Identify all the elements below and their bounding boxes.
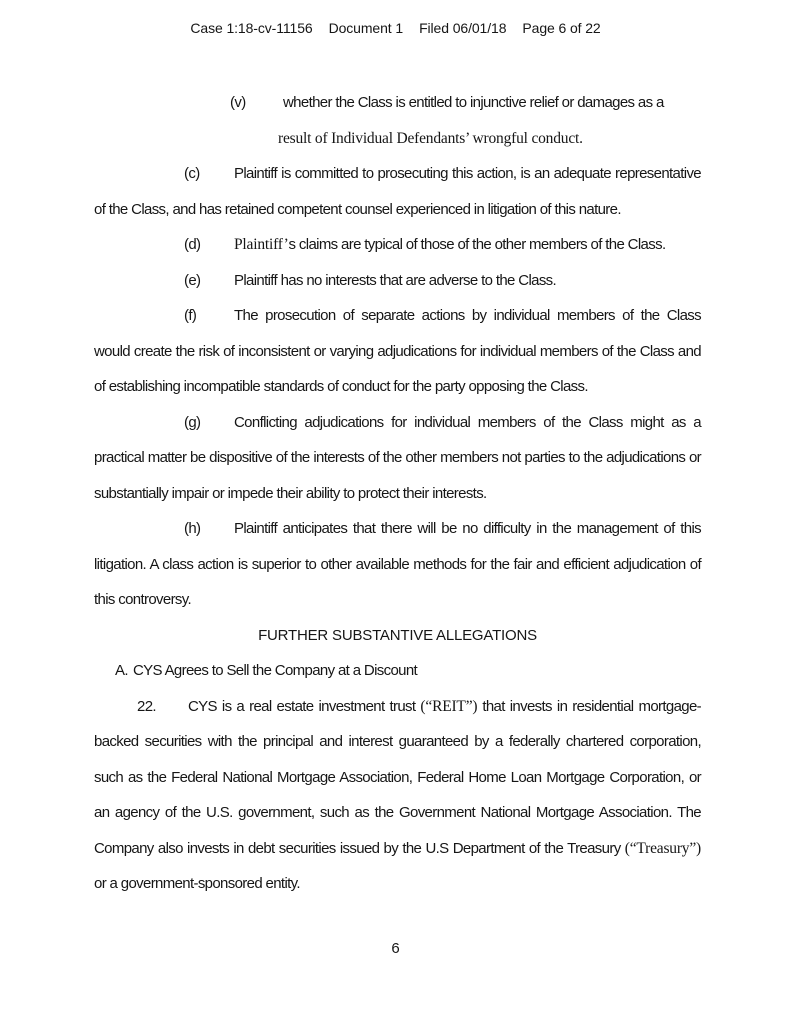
paragraph-22-text-3: or a government-sponsored entity. — [94, 875, 300, 892]
item-d-label: (d) — [184, 236, 201, 253]
item-v-text-serif: result of Individual Defendants’ wrongful conduct. — [278, 129, 583, 147]
item-g-label: (g) — [184, 413, 201, 431]
paragraph-22-text-2: that invests in residential mortgage-backed securities with the principal and interest guaranteed by a federally chartered corporation, such as the Federal National Mortgage Association, Federal Home Loan Mortgage Corporation, or an agency of the U.S. government, such as the Government National Mortgage Association. The Company also invests in debt securities issued by the U.S Department of the Treasury — [94, 697, 701, 857]
item-f-text: The prosecution of separate actions by individual members of the Class would create the risk of inconsistent or varying adjudications for individual members of the Class and of establishing incompatible standards of conduct for the party opposing the Class. — [94, 307, 701, 395]
item-c-label: (c) — [184, 165, 200, 182]
case-number: Case 1:18-cv-11156 — [190, 20, 313, 36]
item-v-label: (v) — [230, 94, 246, 111]
list-item-g — [94, 405, 701, 512]
item-d-plaintiff-serif: Plaintiff’ — [234, 236, 289, 253]
filed-date: Filed 06/01/18 — [419, 20, 507, 36]
item-g-text: Conflicting adjudications for individual members of the Class might as a practical matter be dispositive of the interests of the other members not parties to the adjudications or substantially impair or impede their ability to protect their interests. — [94, 413, 701, 502]
list-item-d — [94, 227, 701, 263]
list-item-e — [94, 263, 701, 299]
item-h-label: (h) — [184, 520, 201, 537]
list-item-c — [94, 156, 701, 227]
page-number: 6 — [391, 940, 400, 957]
item-d-text: s claims are typical of those of the other members of the Class. — [288, 236, 666, 253]
item-e-text: Plaintiff has no interests that are adverse to the Class. — [234, 271, 557, 289]
page-info: Page 6 of 22 — [522, 20, 601, 36]
document-number: Document 1 — [328, 20, 404, 36]
item-v-text: whether the Class is entitled to injunctive relief or damages as a — [283, 94, 664, 111]
section-heading: FURTHER SUBSTANTIVE ALLEGATIONS — [258, 626, 537, 644]
list-item-f — [94, 298, 701, 405]
treasury-term-serif: (“Treasury”) — [624, 839, 701, 857]
paragraph-22 — [94, 689, 701, 902]
case-header — [0, 20, 791, 36]
item-c-text: Plaintiff is committed to prosecuting this action, is an adequate representative of the Class, and has retained competent counsel experienced in litigation of this nature. — [94, 165, 701, 218]
subsection-title: CYS Agrees to Sell the Company at a Discount — [133, 662, 418, 679]
paragraph-22-number: 22. — [137, 697, 156, 715]
item-h-text: Plaintiff anticipates that there will be no difficulty in the management of this litigation. A class action is superior to other available methods for the fair and efficient adjudication of this controversy. — [94, 520, 701, 608]
list-item-v — [94, 85, 701, 156]
reit-term-serif: (“REIT”) — [420, 697, 478, 715]
item-f-label: (f) — [184, 307, 197, 324]
item-e-label: (e) — [184, 271, 201, 289]
document-body — [94, 85, 701, 902]
list-item-h — [94, 511, 701, 618]
subsection-label: A. — [115, 662, 128, 679]
paragraph-22-text-1: CYS is a real estate investment trust — [188, 697, 421, 715]
subsection-heading — [94, 653, 701, 689]
